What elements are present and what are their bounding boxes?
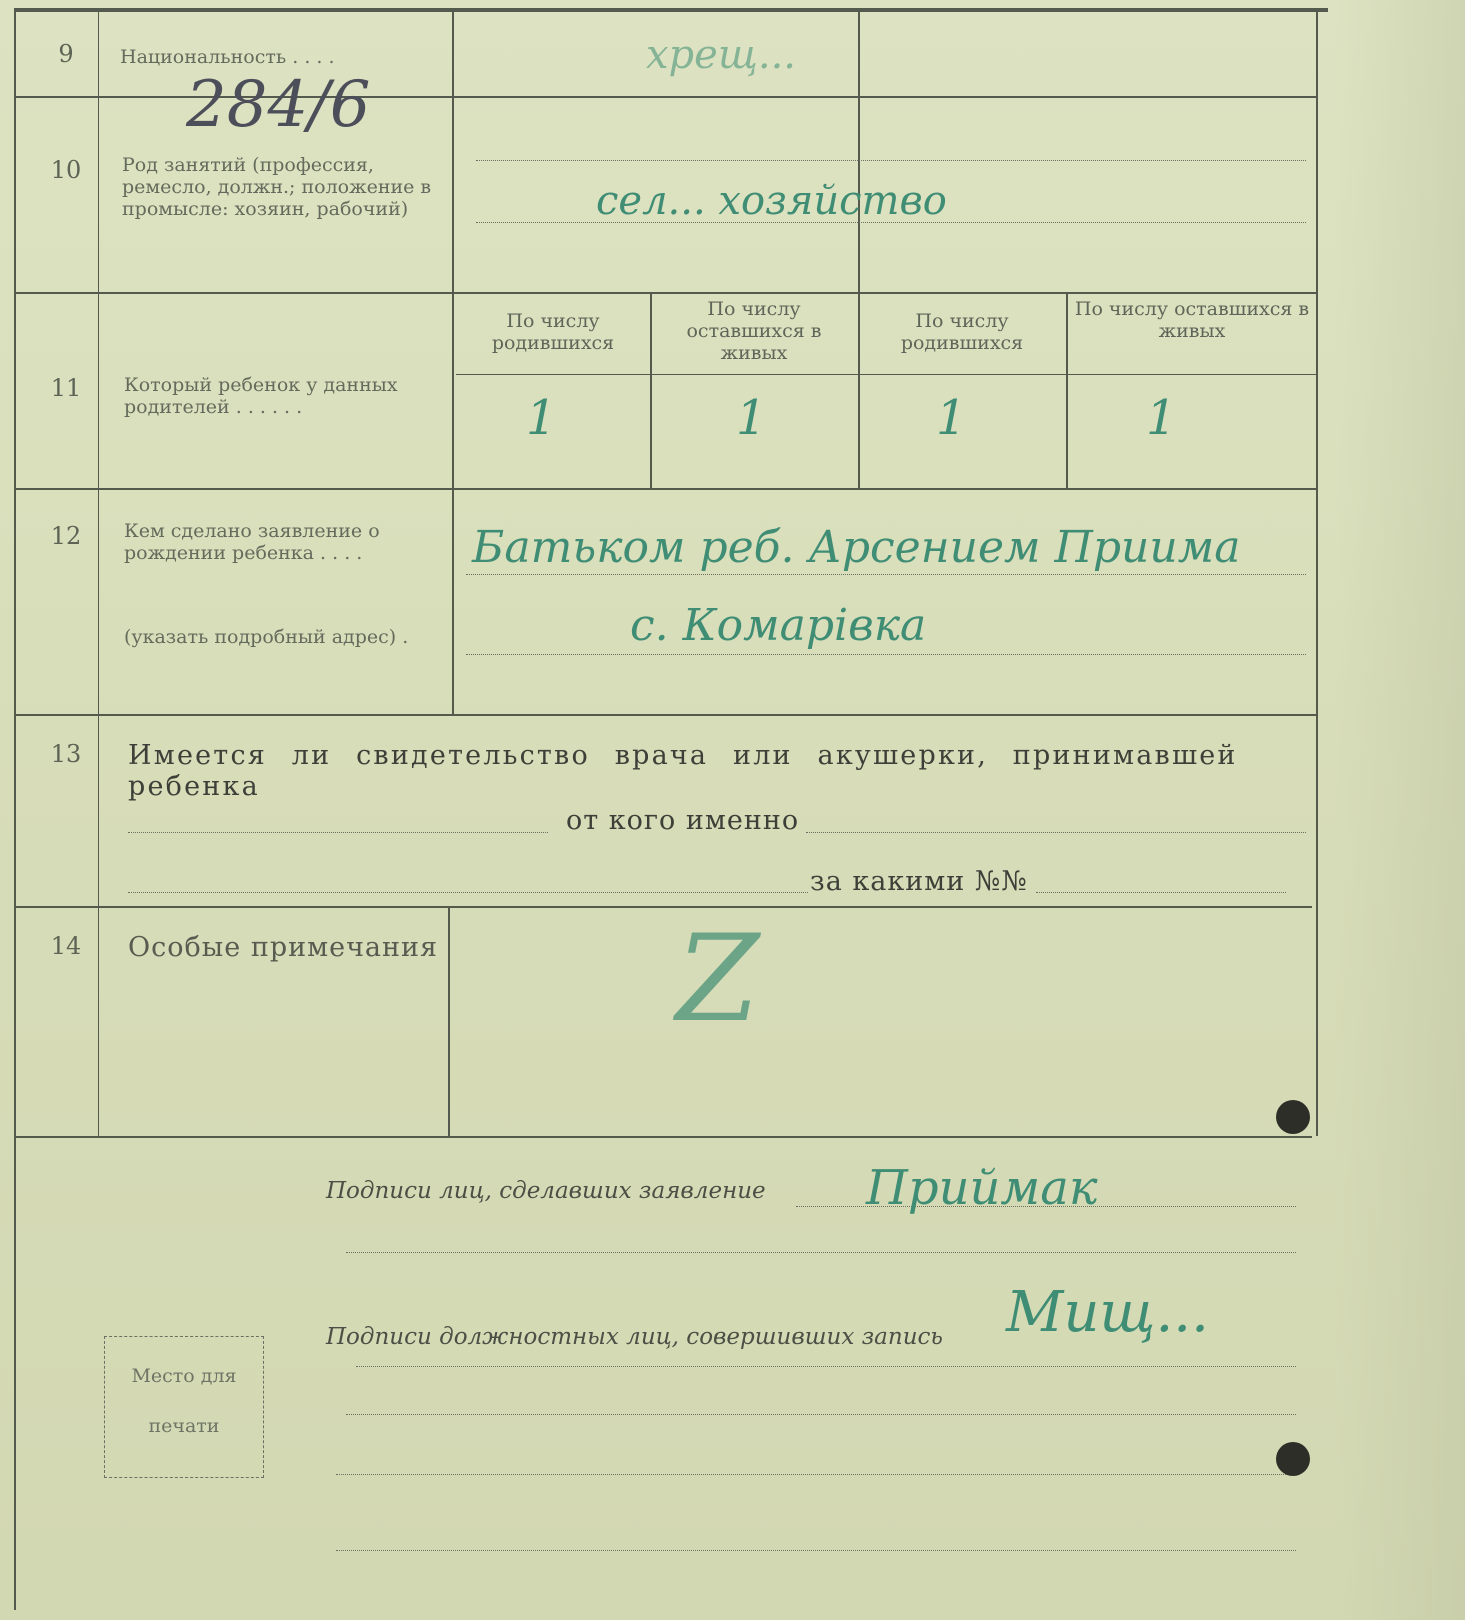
count-alive-1: 1 <box>736 390 767 446</box>
row-number-9: 9 <box>58 40 74 68</box>
applicants-dotline-2 <box>346 1252 1296 1253</box>
occupation-label: Род занятий (профессия, ремесло, должн.; положение в промысле: хозяин, рабочий) <box>122 154 432 220</box>
form-right-rule <box>1316 10 1318 1136</box>
header-alive-2: По числу оставшихся в живых <box>1074 298 1310 342</box>
declarant-address-value: с. Комарівка <box>630 600 927 651</box>
from-whom-label: от кого именно <box>566 805 800 836</box>
child-order-label: Который ребенок у данных родителей . . . . . . <box>124 374 398 418</box>
count-born-2: 1 <box>936 390 967 446</box>
sub-header-rule <box>456 374 1316 375</box>
numbers-dotline <box>1036 892 1286 893</box>
officials-dotline-2 <box>346 1414 1296 1415</box>
header-born-2: По числу родившихся <box>900 310 1024 354</box>
header-alive-1: По числу оставшихся в живых <box>686 298 822 364</box>
row-number-12: 12 <box>50 522 82 550</box>
officials-dotline-1 <box>356 1366 1296 1367</box>
num-column-rule <box>98 10 99 1136</box>
punch-hole-upper <box>1276 1100 1310 1134</box>
officials-dotline-4 <box>336 1550 1296 1551</box>
certificate-dotline-2 <box>128 892 808 893</box>
occupation-dotline-1 <box>476 160 1306 161</box>
header-born-1: По числу родившихся <box>491 310 615 354</box>
officials-signature-label: Подписи должностных лиц, совершивших запись <box>326 1324 943 1350</box>
declarant-dotline-1 <box>466 574 1306 575</box>
certificate-dotline-1 <box>128 832 548 833</box>
special-notes-value: Z <box>676 910 760 1049</box>
seal-label-line1: Место для <box>131 1365 237 1387</box>
row-number-13: 13 <box>50 740 82 768</box>
count-rule-3 <box>1066 292 1068 488</box>
officials-signature: Мищ... <box>1006 1280 1209 1345</box>
row-rule-12 <box>16 714 1316 716</box>
value-split-rule <box>858 10 860 292</box>
from-whom-dotline <box>806 832 1306 833</box>
count-rule-1 <box>650 292 652 488</box>
archive-note: 284/6 <box>186 68 371 142</box>
count-rule-2 <box>858 292 860 488</box>
special-notes-label: Особые примечания <box>128 932 439 963</box>
nationality-label: Национальность . . . . <box>120 46 335 68</box>
certificate-question: Имеется ли свидетельство врача или акушерки, принимавшей ребенка <box>128 740 1238 802</box>
label-column-rule <box>452 10 454 714</box>
count-born-1: 1 <box>526 390 557 446</box>
row-rule-14 <box>16 1136 1312 1138</box>
occupation-value: сел... хозяйство <box>596 178 947 224</box>
page-edge-shadow <box>1335 0 1465 1620</box>
applicants-signature-label: Подписи лиц, сделавших заявление <box>326 1178 766 1204</box>
row-number-14: 14 <box>50 932 82 960</box>
applicants-signature: Приймак <box>866 1160 1098 1216</box>
row-rule-13 <box>16 906 1312 908</box>
row-rule-10 <box>16 292 1316 294</box>
seal-label-line2: печати <box>148 1415 220 1437</box>
declarant-value: Батьком реб. Арсением Приима <box>472 522 1241 573</box>
declarant-label: Кем сделано заявление о рождении ребенка . . . . <box>124 520 380 564</box>
row-number-11: 11 <box>50 374 82 402</box>
label-column-rule-14 <box>448 906 450 1136</box>
punch-hole-lower <box>1276 1442 1310 1476</box>
declarant-dotline-2 <box>466 654 1306 655</box>
count-alive-2: 1 <box>1146 390 1177 446</box>
officials-dotline-3 <box>336 1474 1296 1475</box>
row-number-10: 10 <box>50 156 82 184</box>
numbers-label: за какими №№ <box>810 866 1028 897</box>
seal-place-box <box>104 1336 264 1478</box>
form-top-rule <box>16 10 1328 12</box>
address-label: (указать подробный адрес) . <box>124 626 409 648</box>
nationality-value: хрещ... <box>646 32 797 78</box>
row-rule-11 <box>16 488 1316 490</box>
